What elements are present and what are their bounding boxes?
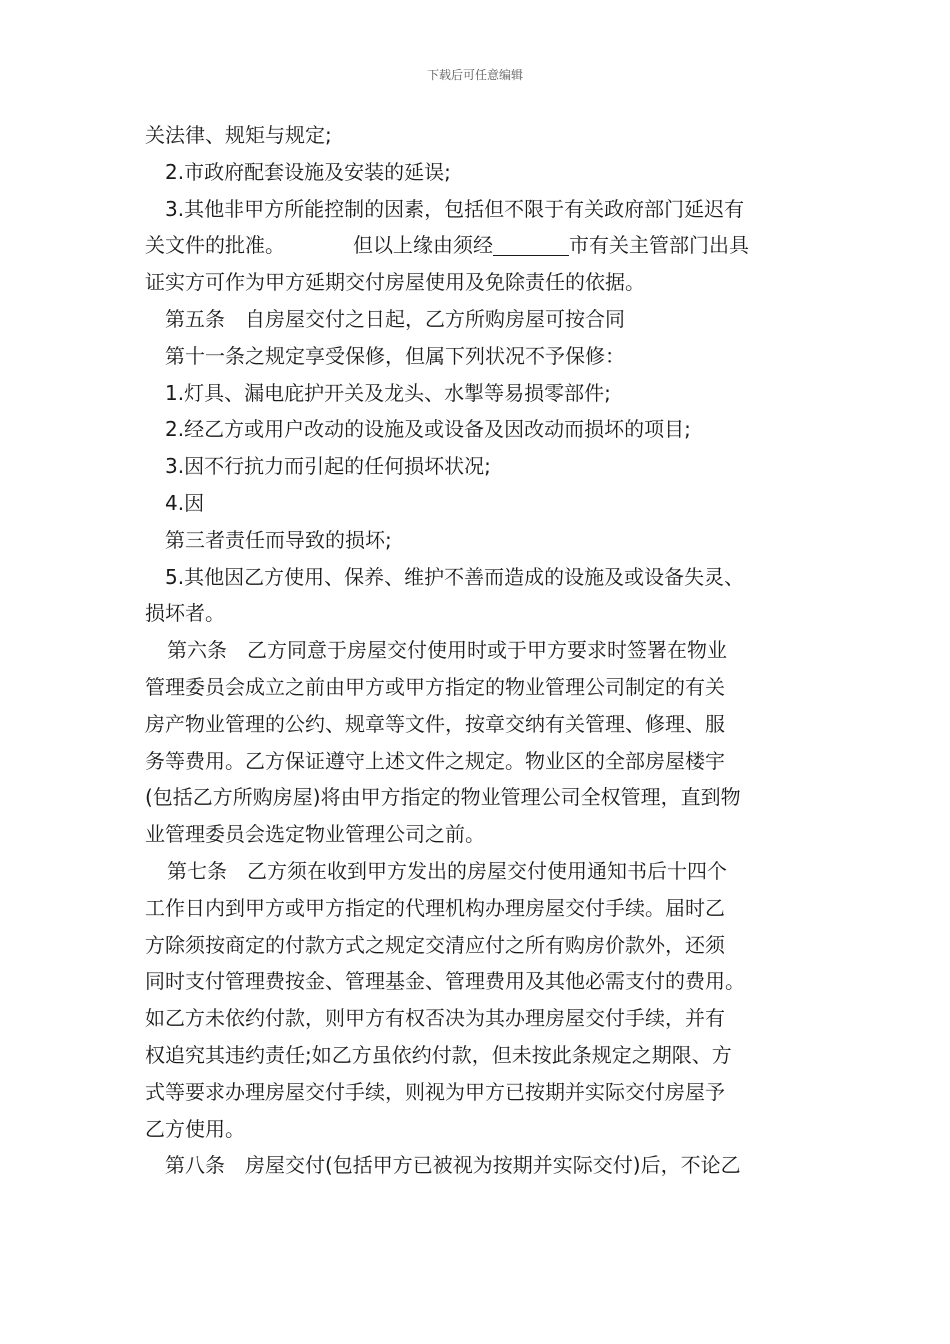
text-line: 2.经乙方或用户改动的设施及或设备及因改动而损坏的项目; [165,417,691,442]
document-body [145,117,820,1184]
text-segment: 但以上缘由须经 [353,233,493,258]
article-heading-line: 第七条 乙方须在收到甲方发出的房屋交付使用通知书后十四个 [167,858,727,883]
text-line: 1.灯具、漏电庇护开关及龙头、水掣等易损零部件; [165,380,611,405]
text-line: 第三者责任而导致的损坏; [165,527,392,552]
text-line: 权追究其违约责任;如乙方虽依约付款，但未按此条规定之期限、方 [145,1042,732,1067]
page-header: 下载后可任意编辑 [426,68,523,82]
article-heading-line: 第八条 房屋交付(包括甲方已被视为按期并实际交付)后，不论乙 [165,1153,741,1178]
text-line: 2.市政府配套设施及安装的延误; [165,159,451,184]
text-line: 如乙方未依约付款，则甲方有权否决为其办理房屋交付手续，并有 [145,1006,725,1031]
text-segment: 市有关主管部门出具 [569,233,749,258]
text-line: 方除须按商定的付款方式之规定交清应付之所有购房价款外，还须 [145,932,725,957]
article-heading-line: 第六条 乙方同意于房屋交付使用时或于甲方要求时签署在物业 [167,638,727,663]
text-line: 房产物业管理的公约、规章等文件，按章交纳有关管理、修理、服 [145,711,725,736]
text-line: 证实方可作为甲方延期交付房屋使用及免除责任的依据。 [145,270,645,295]
text-line: 乙方使用。 [145,1116,245,1141]
text-line: (包括乙方所购房屋)将由甲方指定的物业管理公司全权管理，直到物 [145,785,741,810]
text-line: 管理委员会成立之前由甲方或甲方指定的物业管理公司制定的有关 [145,674,725,699]
text-segment: 关文件的批准。 [145,233,285,258]
text-line: 式等要求办理房屋交付手续，则视为甲方已按期并实际交付房屋予 [145,1079,725,1104]
text-line: 3.其他非甲方所能控制的因素，包括但不限于有关政府部门延迟有 [165,196,745,221]
text-line: 损坏者。 [145,601,225,626]
text-line: 第十一条之规定享受保修，但属下列状况不予保修： [165,343,625,368]
text-line: 业管理委员会选定物业管理公司之前。 [145,822,485,847]
text-line-with-blank [145,227,820,264]
text-line: 工作日内到甲方或甲方指定的代理机构办理房屋交付手续。届时乙 [145,895,725,920]
fill-in-blank [493,233,569,256]
text-line: 同时支付管理费按金、管理基金、管理费用及其他必需支付的费用。 [145,969,745,994]
article-heading-line: 第五条 自房屋交付之日起，乙方所购房屋可按合同 [165,306,625,331]
text-line: 关法律、规矩与规定; [145,123,332,147]
text-line: 4.因 [165,490,205,515]
text-line: 务等费用。乙方保证遵守上述文件之规定。物业区的全部房屋楼宇 [145,748,725,773]
text-line: 3.因不行抗力而引起的任何损坏状况; [165,454,491,479]
text-line: 5.其他因乙方使用、保养、维护不善而造成的设施及或设备失灵、 [165,564,745,589]
